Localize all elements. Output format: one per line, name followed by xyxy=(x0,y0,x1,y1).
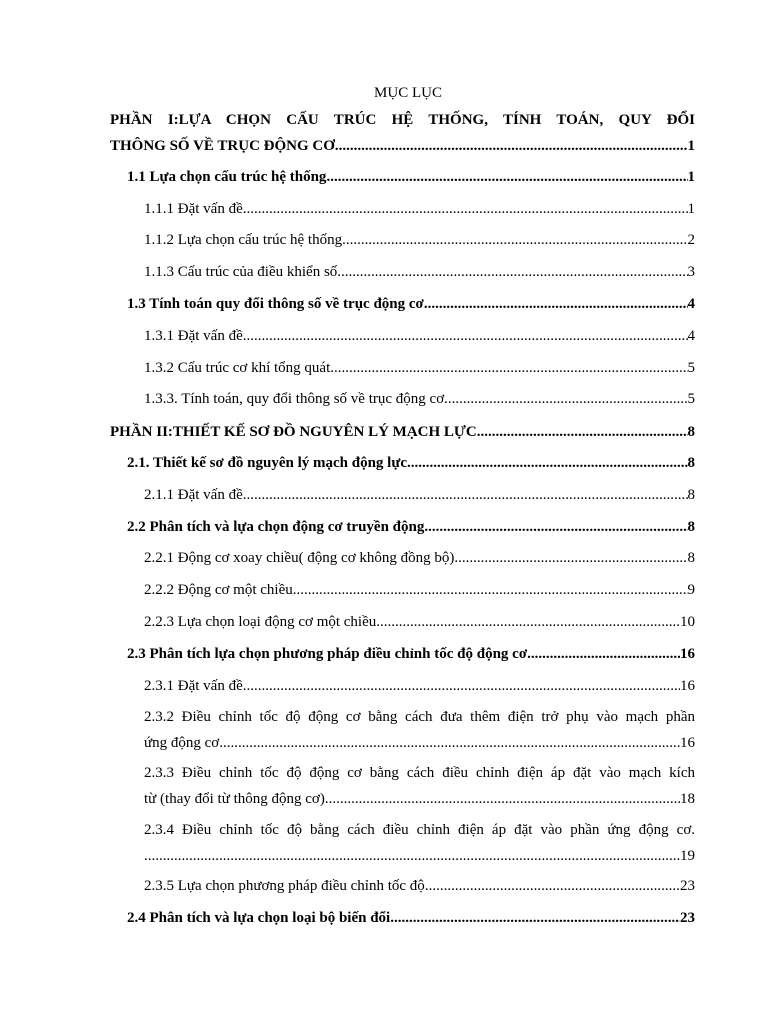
toc-entry-text: 2.2.2 Động cơ một chiều xyxy=(144,582,293,598)
toc-page-number: 16 xyxy=(680,735,695,751)
toc-entry-text: THÔNG SỐ VỀ TRỤC ĐỘNG CƠ xyxy=(110,138,335,154)
toc-leader-dots xyxy=(444,390,687,408)
toc-entry-text: 1.1.2 Lựa chọn cấu trúc hệ thống xyxy=(144,232,343,248)
toc-leader-dots xyxy=(293,581,688,599)
toc-entry-text: 2.4 Phân tích và lựa chọn loại bộ biến đổi xyxy=(127,910,391,926)
toc-page-number: 8 xyxy=(687,424,695,440)
toc-entry-text: 1.1 Lựa chọn cấu trúc hệ thống xyxy=(127,169,327,185)
toc-entry-2-3-1[interactable] xyxy=(144,677,695,695)
toc-entry-1-3-1[interactable] xyxy=(144,327,695,345)
toc-leader-dots xyxy=(527,645,680,663)
toc-leader-dots xyxy=(390,909,680,927)
toc-page-number: 1 xyxy=(687,201,695,217)
toc-page-number: 23 xyxy=(680,878,695,894)
toc-page-number: 1 xyxy=(687,169,695,185)
toc-title xyxy=(0,84,768,102)
toc-entry-line1: 2.3.3 Điều chỉnh tốc độ động cơ bằng cách điều chỉnh điện áp đặt vào mạch kích xyxy=(144,765,695,781)
toc-entry-2-2-1[interactable] xyxy=(144,549,695,567)
toc-entry-line2 xyxy=(144,790,695,808)
toc-page-number: 4 xyxy=(687,296,695,312)
toc-title-text: MỤC LỤC xyxy=(374,85,442,101)
toc-entry-line2 xyxy=(110,137,695,155)
toc-page-number: 8 xyxy=(687,455,695,471)
toc-entry-text: 1.3.3. Tính toán, quy đổi thông số về trục động cơ xyxy=(144,391,445,407)
toc-entry-text: 1.1.3 Cấu trúc của điều khiển số xyxy=(144,264,338,280)
toc-entry-part-1[interactable] xyxy=(110,111,695,155)
toc-leader-dots xyxy=(342,231,687,249)
toc-leader-dots xyxy=(243,327,688,345)
toc-entry-text: 1.1.1 Đặt vấn đề xyxy=(144,201,243,217)
toc-entry-2-3[interactable] xyxy=(127,645,695,663)
toc-page-number: 3 xyxy=(687,264,695,280)
toc-entry-text: 2.1.1 Đặt vấn đề xyxy=(144,487,243,503)
toc-page-number: 5 xyxy=(687,391,695,407)
toc-leader-dots xyxy=(424,295,688,313)
toc-leader-dots xyxy=(335,137,688,155)
toc-entry-text: 2.3.5 Lựa chọn phương pháp điều chỉnh tốc độ xyxy=(144,878,425,894)
toc-page-number: 16 xyxy=(680,646,695,662)
toc-entry-text: PHẦN II:THIẾT KẾ SƠ ĐỒ NGUYÊN LÝ MẠCH LỰC xyxy=(110,424,477,440)
toc-leader-dots xyxy=(477,423,688,441)
toc-entry-2-4[interactable] xyxy=(127,909,695,927)
toc-leader-dots xyxy=(326,168,687,186)
toc-entry-1-3-2[interactable] xyxy=(144,359,695,377)
toc-page-number: 9 xyxy=(687,582,695,598)
toc-entry-line2 xyxy=(144,847,695,865)
toc-leader-dots xyxy=(243,200,688,218)
toc-leader-dots xyxy=(425,877,680,895)
toc-entry-text: 1.3.2 Cấu trúc cơ khí tổng quát xyxy=(144,360,331,376)
toc-entry-text: từ (thay đổi từ thông động cơ) xyxy=(144,791,325,807)
toc-entry-text: 2.2.3 Lựa chọn loại động cơ một chiều xyxy=(144,614,377,630)
toc-leader-dots xyxy=(376,613,680,631)
toc-leader-dots xyxy=(407,454,688,472)
toc-page-number: 5 xyxy=(687,360,695,376)
toc-page-number: 10 xyxy=(680,614,695,630)
toc-page-number: 16 xyxy=(680,678,695,694)
toc-entry-1-1-3[interactable] xyxy=(144,263,695,281)
toc-entry-2-3-3[interactable] xyxy=(144,764,695,808)
toc-leader-dots xyxy=(219,734,680,752)
toc-entry-text: 2.1. Thiết kế sơ đồ nguyên lý mạch động lực xyxy=(127,455,407,471)
toc-entry-2-2-3[interactable] xyxy=(144,613,695,631)
toc-page-number: 8 xyxy=(687,550,695,566)
toc-entry-text: 2.3.1 Đặt vấn đề xyxy=(144,678,243,694)
toc-page-number: 19 xyxy=(680,848,695,864)
toc-entry-1-3[interactable] xyxy=(127,295,695,313)
toc-entry-line1: 2.3.4 Điều chỉnh tốc độ bằng cách điều chỉnh điện áp đặt vào phần ứng động cơ. xyxy=(144,822,695,838)
toc-leader-dots xyxy=(454,549,687,567)
toc-entry-line2 xyxy=(144,734,695,752)
toc-entry-2-2[interactable] xyxy=(127,518,695,536)
toc-leader-dots xyxy=(424,518,687,536)
toc-entry-2-3-5[interactable] xyxy=(144,877,695,895)
toc-entry-line1: PHẦN I:LỰA CHỌN CẤU TRÚC HỆ THỐNG, TÍNH TOÁN, QUY ĐỔI xyxy=(110,112,695,128)
toc-leader-dots xyxy=(325,790,680,808)
toc-entry-text: 2.3 Phân tích lựa chọn phương pháp điều chỉnh tốc độ động cơ xyxy=(127,646,528,662)
toc-entry-2-1[interactable] xyxy=(127,454,695,472)
toc-entry-text: ứng động cơ xyxy=(144,735,220,751)
toc-entry-2-3-4[interactable] xyxy=(144,821,695,865)
toc-page-number: 8 xyxy=(687,487,695,503)
toc-entry-1-3-3[interactable] xyxy=(144,390,695,408)
toc-page-number: 18 xyxy=(680,791,695,807)
toc-entry-1-1[interactable] xyxy=(127,168,695,186)
toc-page-number: 1 xyxy=(687,138,695,154)
toc-entry-text: 1.3.1 Đặt vấn đề xyxy=(144,328,243,344)
toc-entry-text: 2.2 Phân tích và lựa chọn động cơ truyền động xyxy=(127,519,425,535)
toc-entry-1-1-1[interactable] xyxy=(144,200,695,218)
toc-entry-2-1-1[interactable] xyxy=(144,486,695,504)
toc-page-number: 4 xyxy=(687,328,695,344)
toc-entry-2-3-2[interactable] xyxy=(144,708,695,752)
toc-entry-text: 1.3 Tính toán quy đổi thông số về trục động cơ xyxy=(127,296,424,312)
toc-entry-part-2[interactable] xyxy=(110,423,695,441)
toc-entry-text: 2.2.1 Động cơ xoay chiều( động cơ không đồng bộ) xyxy=(144,550,455,566)
toc-leader-dots xyxy=(330,359,687,377)
toc-page-number: 2 xyxy=(687,232,695,248)
toc-entry-1-1-2[interactable] xyxy=(144,231,695,249)
toc-entry-line1: 2.3.2 Điều chỉnh tốc độ động cơ bằng cách đưa thêm điện trở phụ vào mạch phần xyxy=(144,709,695,725)
toc-page-number: 8 xyxy=(687,519,695,535)
toc-page-number: 23 xyxy=(680,910,695,926)
toc-leader-dots xyxy=(337,263,687,281)
toc-leader-dots xyxy=(144,847,680,865)
toc-leader-dots xyxy=(243,486,688,504)
toc-entry-2-2-2[interactable] xyxy=(144,581,695,599)
toc-leader-dots xyxy=(243,677,680,695)
